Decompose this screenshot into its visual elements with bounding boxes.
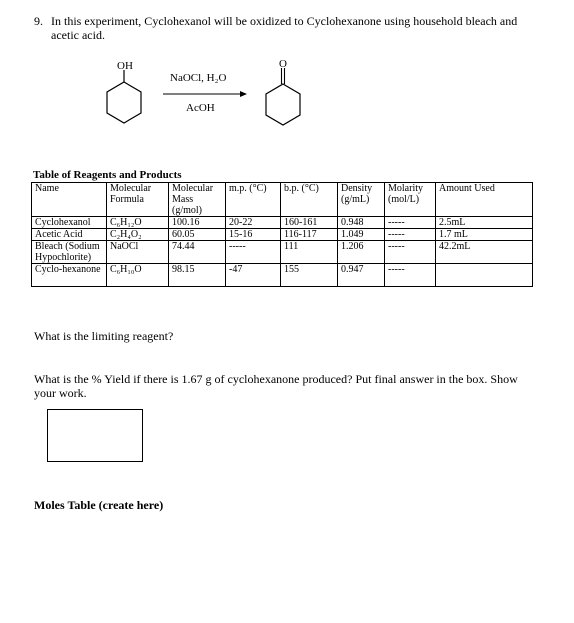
cell-density: 0.948: [338, 217, 385, 229]
cell-molarity: -----: [385, 264, 436, 287]
cell-density: 1.206: [338, 241, 385, 264]
yield-question-line1: What is the % Yield if there is 1.67 g of cyclohexanone produced? Put final answer in the box. Show: [34, 372, 518, 386]
table-header-row: [32, 183, 533, 217]
reaction-arrow: [163, 91, 247, 97]
cyclohexanone-structure: [266, 68, 300, 125]
cell-mass: 60.05: [169, 229, 226, 241]
cell-mass: 100.16: [169, 217, 226, 229]
limiting-reagent-question: What is the limiting reagent?: [34, 329, 174, 343]
cell-amount: 2.5mL: [436, 217, 533, 229]
cell-mp: 20-22: [226, 217, 281, 229]
cell-name: Acetic Acid: [32, 229, 107, 241]
cell-formula: C₆H₁₀O: [107, 264, 169, 287]
cell-molarity: -----: [385, 229, 436, 241]
cell-bp: 155: [281, 264, 338, 287]
cell-density: 1.049: [338, 229, 385, 241]
cell-molarity: -----: [385, 241, 436, 264]
cell-mass: 74.44: [169, 241, 226, 264]
reagent-top-label: NaOCl, H₂O: [170, 72, 227, 84]
cell-mp: -----: [226, 241, 281, 264]
yield-question-line2: your work.: [34, 386, 87, 400]
header-mp: m.p. (°C): [226, 183, 281, 217]
cell-amount: 1.7 mL: [436, 229, 533, 241]
reagents-table: [31, 182, 533, 287]
reactant-oh-label: OH: [117, 60, 133, 72]
table-row: [32, 229, 533, 241]
cell-bp: 160-161: [281, 217, 338, 229]
cell-name: Cyclohexanol: [32, 217, 107, 229]
cell-formula: C₆H₁₂O: [107, 217, 169, 229]
question-text-line1: In this experiment, Cyclohexanol will be oxidized to Cyclohexanone using household bleach and: [51, 14, 518, 28]
header-mass: Molecular Mass (g/mol): [169, 183, 226, 217]
cell-formula: NaOCl: [107, 241, 169, 264]
cell-density: 0.947: [338, 264, 385, 287]
moles-table-label: Moles Table (create here): [34, 498, 164, 512]
header-formula: Molecular Formula: [107, 183, 169, 217]
answer-box[interactable]: [47, 409, 143, 462]
header-name: Name: [32, 183, 107, 217]
question-text-line2: acetic acid.: [51, 28, 105, 42]
cell-mp: -47: [226, 264, 281, 287]
cell-amount: [436, 264, 533, 287]
header-amount: Amount Used: [436, 183, 533, 217]
cell-amount: 42.2mL: [436, 241, 533, 264]
table-row: [32, 241, 533, 264]
cell-mp: 15-16: [226, 229, 281, 241]
reagent-bottom-label: AcOH: [186, 102, 215, 114]
cell-name: Bleach (Sodium Hypochlorite): [32, 241, 107, 264]
product-o-label: O: [279, 58, 287, 70]
cyclohexanol-structure: [107, 70, 141, 123]
header-molarity: Molarity (mol/L): [385, 183, 436, 217]
cell-bp: 111: [281, 241, 338, 264]
header-density: Density (g/mL): [338, 183, 385, 217]
cell-mass: 98.15: [169, 264, 226, 287]
cell-bp: 116-117: [281, 229, 338, 241]
table-row: [32, 264, 533, 287]
cell-formula: C₂H₄O₂: [107, 229, 169, 241]
table-row: [32, 217, 533, 229]
cell-molarity: -----: [385, 217, 436, 229]
cell-name: Cyclo-hexanone: [32, 264, 107, 287]
question-number: 9.: [34, 14, 43, 28]
table-title: Table of Reagents and Products: [33, 169, 182, 181]
header-bp: b.p. (°C): [281, 183, 338, 217]
